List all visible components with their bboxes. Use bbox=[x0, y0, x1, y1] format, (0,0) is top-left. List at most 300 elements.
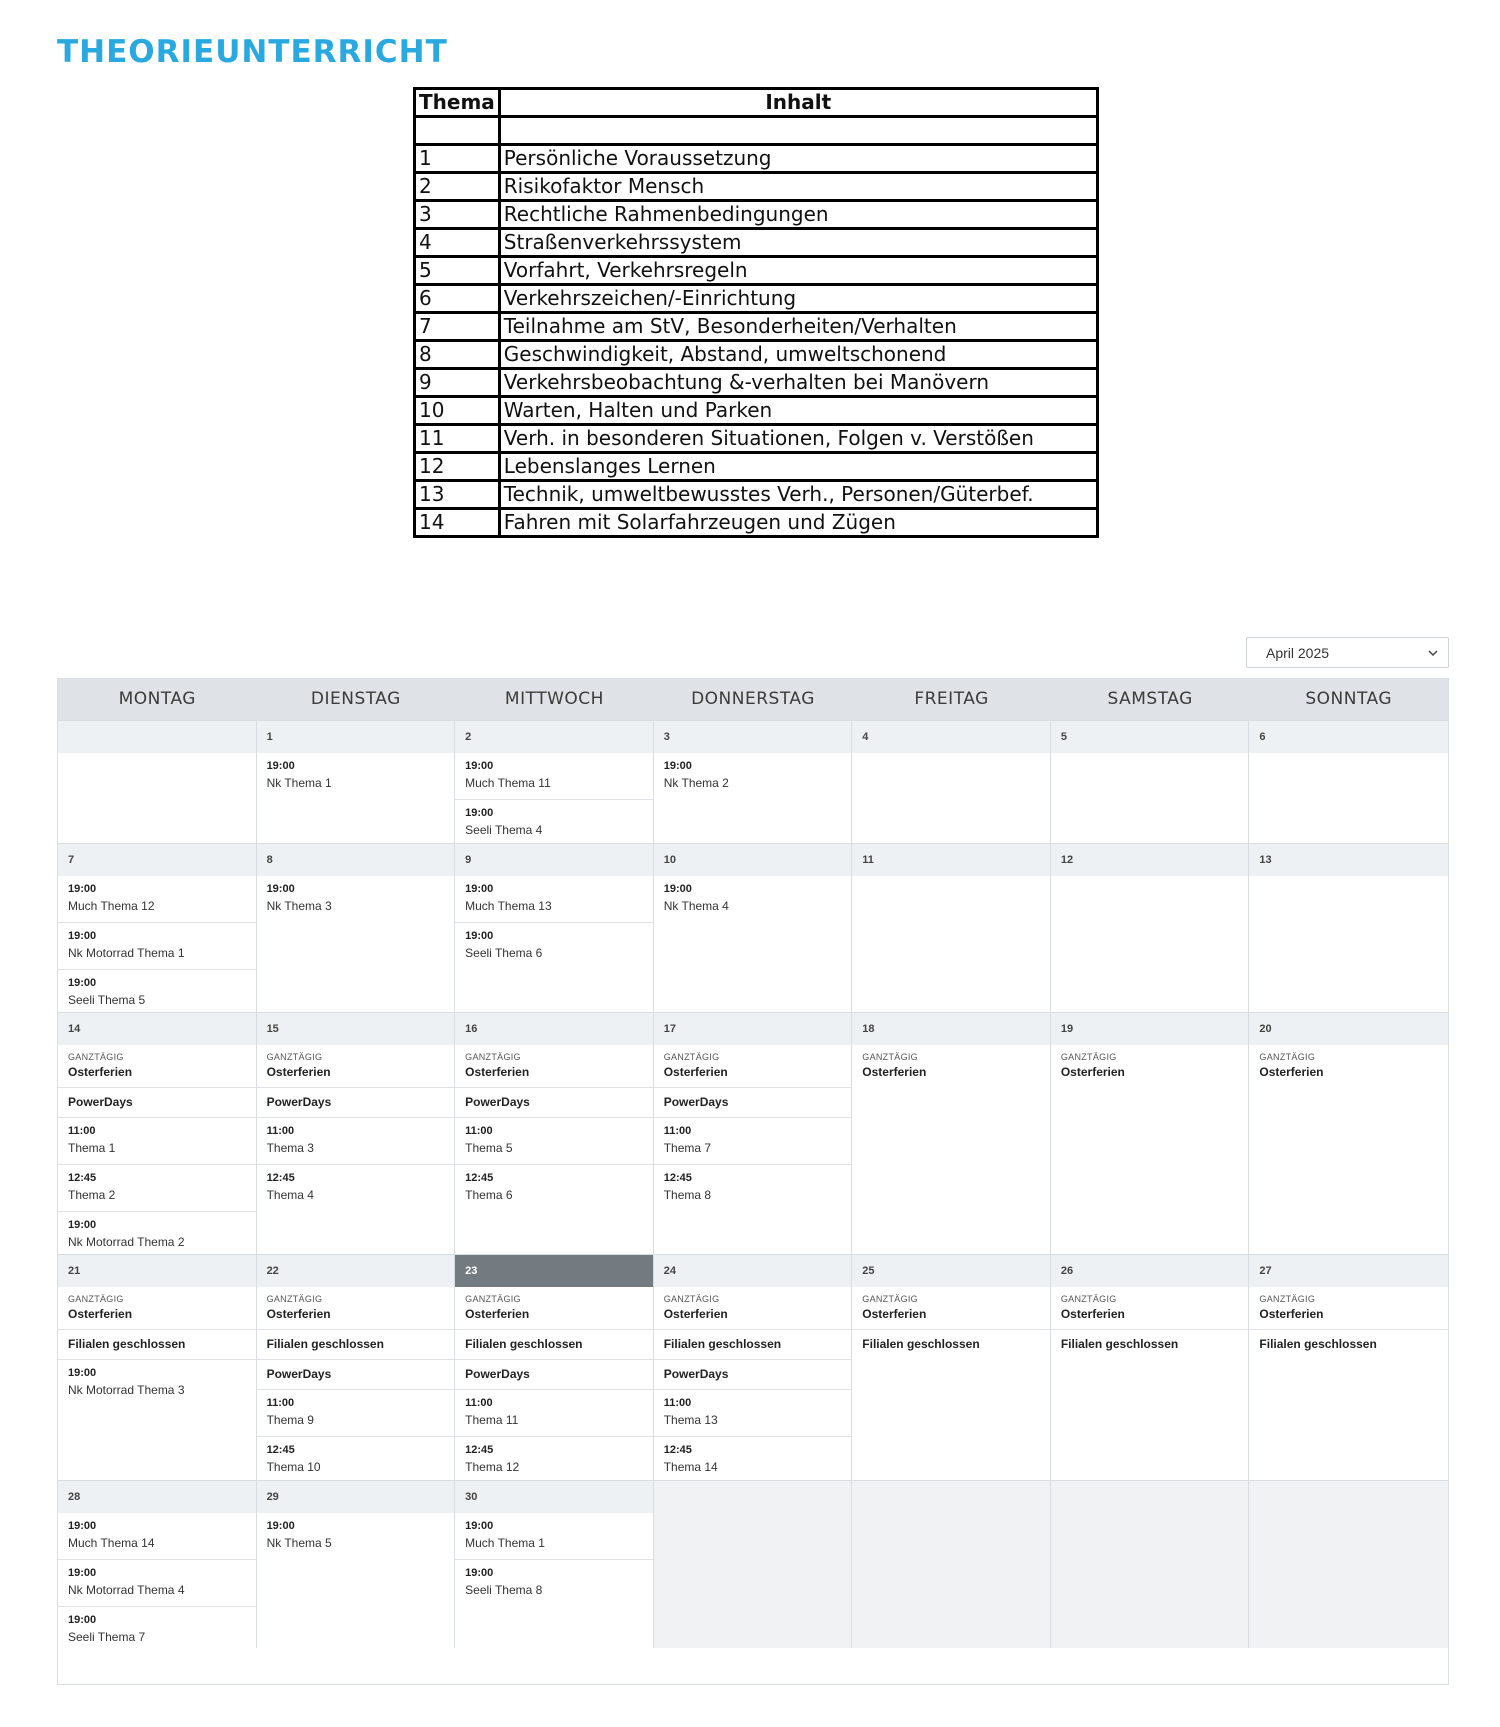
day-number: 22 bbox=[257, 1255, 455, 1287]
calendar-event[interactable] bbox=[58, 1212, 256, 1254]
all-day-label: GANZTÄGIG bbox=[1259, 1052, 1316, 1062]
calendar-event[interactable] bbox=[455, 1165, 653, 1211]
event-time: 11:00 bbox=[266, 1397, 295, 1409]
calendar-grid bbox=[58, 720, 1448, 1684]
column-header-inhalt: Inhalt bbox=[499, 89, 1097, 117]
calendar-event[interactable] bbox=[257, 1437, 455, 1480]
calendar-day[interactable] bbox=[654, 1012, 853, 1254]
event-title: Nk Motorrad Thema 2 bbox=[68, 1235, 185, 1249]
event-title: Seeli Thema 4 bbox=[465, 823, 543, 837]
calendar-event[interactable] bbox=[455, 1513, 653, 1560]
calendar-event[interactable] bbox=[455, 876, 653, 923]
calendar-day[interactable] bbox=[455, 1254, 654, 1480]
all-day-label: GANZTÄGIG bbox=[68, 1294, 124, 1304]
calendar-day[interactable] bbox=[1051, 1012, 1250, 1254]
event-name: Filialen geschlossen bbox=[68, 1337, 186, 1351]
event-name: Osterferien bbox=[68, 1065, 133, 1079]
calendar-event[interactable] bbox=[455, 1088, 653, 1118]
event-time: 19:00 bbox=[465, 1520, 494, 1532]
all-day-label: GANZTÄGIG bbox=[1060, 1052, 1117, 1062]
calendar-event[interactable] bbox=[58, 1330, 256, 1360]
event-time: 12:45 bbox=[266, 1172, 295, 1184]
topic-number: 7 bbox=[415, 313, 500, 341]
weekday-sunday: SONNTAG bbox=[1305, 689, 1393, 709]
day-number: 6 bbox=[1249, 721, 1448, 753]
event-title: Thema 4 bbox=[266, 1188, 314, 1202]
all-day-label: GANZTÄGIG bbox=[1060, 1294, 1117, 1304]
calendar-event[interactable] bbox=[1249, 1330, 1448, 1359]
page-title: THEORIEUNTERRICHT bbox=[57, 34, 448, 70]
event-name: Filialen geschlossen bbox=[663, 1337, 782, 1351]
day-number: 17 bbox=[654, 1013, 852, 1045]
event-name: Osterferien bbox=[862, 1307, 927, 1321]
calendar-event[interactable] bbox=[1249, 1287, 1448, 1330]
calendar-day[interactable] bbox=[852, 720, 1051, 843]
calendar-event[interactable] bbox=[852, 1330, 1050, 1359]
calendar-event[interactable] bbox=[58, 970, 256, 1012]
table-row bbox=[415, 229, 1098, 257]
calendar-day[interactable] bbox=[852, 843, 1051, 1012]
topic-number: 12 bbox=[415, 453, 500, 481]
day-number: 11 bbox=[852, 844, 1050, 876]
calendar-event[interactable] bbox=[654, 1437, 852, 1480]
topics-table-body bbox=[415, 117, 1098, 537]
calendar-day[interactable] bbox=[1051, 720, 1250, 843]
event-time: 19:00 bbox=[663, 883, 692, 895]
calendar-event[interactable] bbox=[455, 1045, 653, 1088]
table-row bbox=[415, 117, 1098, 145]
calendar-week bbox=[58, 843, 1448, 1012]
event-time: 11:00 bbox=[663, 1397, 692, 1409]
event-time: 12:45 bbox=[465, 1172, 494, 1184]
calendar-day[interactable] bbox=[654, 720, 853, 843]
calendar-event[interactable] bbox=[58, 1287, 256, 1330]
calendar-event[interactable] bbox=[455, 1330, 653, 1360]
topic-content bbox=[499, 117, 1097, 145]
calendar-event[interactable] bbox=[58, 876, 256, 923]
topic-content: Rechtliche Rahmenbedingungen bbox=[499, 201, 1097, 229]
calendar-event[interactable] bbox=[654, 1045, 852, 1088]
calendar-day[interactable] bbox=[58, 1254, 257, 1480]
day-number: 5 bbox=[1051, 721, 1249, 753]
table-row bbox=[415, 509, 1098, 537]
event-name: Osterferien bbox=[465, 1307, 530, 1321]
event-title: Thema 12 bbox=[465, 1460, 520, 1474]
event-time: 19:00 bbox=[68, 1219, 97, 1231]
calendar-day[interactable] bbox=[1249, 1012, 1448, 1254]
calendar-event[interactable] bbox=[58, 923, 256, 970]
weekday-saturday: SAMSTAG bbox=[1107, 689, 1193, 709]
calendar-day[interactable] bbox=[654, 843, 853, 1012]
day-number: 7 bbox=[58, 844, 256, 876]
event-title: Thema 10 bbox=[266, 1460, 321, 1474]
event-time: 11:00 bbox=[465, 1125, 493, 1137]
calendar-day[interactable] bbox=[455, 1480, 654, 1648]
weekday-friday: FREITAG bbox=[914, 689, 989, 709]
event-name: Filialen geschlossen bbox=[1259, 1337, 1377, 1351]
month-select[interactable] bbox=[1246, 637, 1449, 668]
all-day-label: GANZTÄGIG bbox=[465, 1294, 521, 1304]
calendar-day[interactable] bbox=[1249, 720, 1448, 843]
table-header-row bbox=[415, 89, 1098, 117]
day-number: 19 bbox=[1051, 1013, 1249, 1045]
table-row bbox=[415, 453, 1098, 481]
table-row bbox=[415, 369, 1098, 397]
event-title: Thema 8 bbox=[663, 1188, 712, 1202]
event-name: PowerDays bbox=[68, 1095, 133, 1109]
calendar-event[interactable] bbox=[1051, 1287, 1249, 1330]
calendar-event[interactable] bbox=[257, 1330, 455, 1360]
day-number: 29 bbox=[257, 1481, 455, 1513]
all-day-label: GANZTÄGIG bbox=[266, 1294, 323, 1304]
all-day-label: GANZTÄGIG bbox=[68, 1052, 124, 1062]
event-time: 19:00 bbox=[68, 1367, 97, 1379]
topic-content: Straßenverkehrssystem bbox=[499, 229, 1097, 257]
calendar-day bbox=[852, 1480, 1051, 1648]
table-row bbox=[415, 285, 1098, 313]
event-time: 11:00 bbox=[68, 1125, 96, 1137]
weekday-monday: MONTAG bbox=[118, 689, 196, 709]
event-title: Thema 2 bbox=[68, 1188, 116, 1202]
event-name: Osterferien bbox=[1259, 1065, 1324, 1079]
event-time: 11:00 bbox=[266, 1125, 295, 1137]
event-time: 19:00 bbox=[68, 977, 97, 989]
event-time: 12:45 bbox=[663, 1172, 692, 1184]
calendar-day[interactable] bbox=[1249, 843, 1448, 1012]
day-number: 8 bbox=[257, 844, 455, 876]
event-name: Osterferien bbox=[862, 1065, 927, 1079]
calendar-event[interactable] bbox=[1249, 1045, 1448, 1087]
day-number: 18 bbox=[852, 1013, 1050, 1045]
all-day-label: GANZTÄGIG bbox=[1259, 1294, 1316, 1304]
calendar-day bbox=[1051, 1480, 1250, 1648]
day-number: 28 bbox=[58, 1481, 256, 1513]
event-title: Thema 13 bbox=[663, 1413, 718, 1427]
topic-number: 13 bbox=[415, 481, 500, 509]
event-time: 19:00 bbox=[465, 930, 494, 942]
day-number: 14 bbox=[58, 1013, 256, 1045]
event-name: Filialen geschlossen bbox=[465, 1337, 583, 1351]
calendar-day[interactable] bbox=[455, 720, 654, 843]
topic-number: 3 bbox=[415, 201, 500, 229]
calendar-event[interactable] bbox=[58, 1088, 256, 1118]
day-number: 9 bbox=[455, 844, 653, 876]
calendar-event[interactable] bbox=[257, 1045, 455, 1088]
event-title: Thema 7 bbox=[663, 1141, 712, 1155]
calendar-event[interactable] bbox=[455, 1437, 653, 1480]
calendar-day[interactable] bbox=[455, 1012, 654, 1254]
calendar-day[interactable] bbox=[1051, 1254, 1250, 1480]
day-number: 12 bbox=[1051, 844, 1249, 876]
table-row bbox=[415, 145, 1098, 173]
calendar-event[interactable] bbox=[852, 1287, 1050, 1330]
topic-number: 5 bbox=[415, 257, 500, 285]
calendar-event[interactable] bbox=[257, 1287, 455, 1330]
calendar-day[interactable] bbox=[257, 843, 456, 1012]
table-row bbox=[415, 397, 1098, 425]
day-number: 4 bbox=[852, 721, 1050, 753]
calendar-event[interactable] bbox=[1051, 1330, 1249, 1359]
day-number: 23 bbox=[455, 1255, 653, 1287]
event-time: 19:00 bbox=[68, 1567, 97, 1579]
event-time: 19:00 bbox=[68, 930, 97, 942]
calendar-event[interactable] bbox=[455, 1360, 653, 1390]
event-title: Nk Motorrad Thema 4 bbox=[68, 1583, 185, 1597]
calendar-event[interactable] bbox=[654, 1287, 852, 1330]
calendar-day[interactable] bbox=[1051, 843, 1250, 1012]
event-name: Filialen geschlossen bbox=[266, 1337, 384, 1351]
calendar-day[interactable] bbox=[58, 720, 257, 843]
event-time: 19:00 bbox=[68, 1520, 97, 1532]
calendar-day[interactable] bbox=[257, 720, 456, 843]
calendar-day[interactable] bbox=[58, 843, 257, 1012]
weekday-wednesday: MITTWOCH bbox=[504, 689, 604, 709]
calendar-event[interactable] bbox=[58, 1560, 256, 1607]
calendar-event[interactable] bbox=[455, 800, 653, 843]
calendar-day[interactable] bbox=[58, 1480, 257, 1648]
calendar-event[interactable] bbox=[654, 1118, 852, 1165]
event-name: PowerDays bbox=[465, 1095, 530, 1109]
event-title: Nk Thema 2 bbox=[663, 776, 729, 790]
calendar-event[interactable] bbox=[654, 753, 852, 799]
calendar-event[interactable] bbox=[455, 753, 653, 800]
calendar-event[interactable] bbox=[455, 923, 653, 969]
event-time: 19:00 bbox=[663, 760, 692, 772]
table-row bbox=[415, 313, 1098, 341]
calendar-event[interactable] bbox=[257, 753, 455, 799]
event-title: Thema 14 bbox=[663, 1460, 718, 1474]
calendar-event[interactable] bbox=[257, 876, 455, 922]
calendar-event[interactable] bbox=[455, 1560, 653, 1606]
calendar-day bbox=[654, 1480, 853, 1648]
table-row bbox=[415, 341, 1098, 369]
topic-content: Lebenslanges Lernen bbox=[499, 453, 1097, 481]
event-title: Thema 3 bbox=[266, 1141, 314, 1155]
calendar-day[interactable] bbox=[654, 1254, 853, 1480]
all-day-label: GANZTÄGIG bbox=[465, 1052, 521, 1062]
event-time: 12:45 bbox=[68, 1172, 97, 1184]
event-name: Osterferien bbox=[663, 1307, 728, 1321]
event-title: Nk Thema 3 bbox=[266, 899, 332, 913]
event-title: Nk Thema 5 bbox=[266, 1536, 332, 1550]
calendar-day[interactable] bbox=[852, 1012, 1051, 1254]
event-name: Osterferien bbox=[1259, 1307, 1324, 1321]
calendar-event[interactable] bbox=[257, 1513, 455, 1559]
day-number: 30 bbox=[455, 1481, 653, 1513]
day-number: 1 bbox=[257, 721, 455, 753]
calendar bbox=[57, 678, 1449, 1685]
event-time: 19:00 bbox=[266, 883, 295, 895]
topic-content: Persönliche Voraussetzung bbox=[499, 145, 1097, 173]
event-time: 19:00 bbox=[465, 1567, 494, 1579]
table-row bbox=[415, 201, 1098, 229]
calendar-week bbox=[58, 1254, 1448, 1480]
calendar-event[interactable] bbox=[1051, 1045, 1249, 1087]
event-name: Osterferien bbox=[663, 1065, 728, 1079]
day-number: 24 bbox=[654, 1255, 852, 1287]
event-name: PowerDays bbox=[663, 1367, 729, 1381]
month-select-value: April 2025 bbox=[1266, 645, 1330, 661]
calendar-event[interactable] bbox=[654, 1165, 852, 1211]
weekday-thursday: DONNERSTAG bbox=[691, 689, 815, 709]
calendar-day[interactable] bbox=[1249, 1254, 1448, 1480]
day-number: 27 bbox=[1249, 1255, 1448, 1287]
calendar-day[interactable] bbox=[257, 1254, 456, 1480]
calendar-event[interactable] bbox=[455, 1118, 653, 1165]
topic-number: 9 bbox=[415, 369, 500, 397]
calendar-event[interactable] bbox=[257, 1118, 455, 1165]
topic-number: 2 bbox=[415, 173, 500, 201]
event-title: Seeli Thema 8 bbox=[465, 1583, 543, 1597]
calendar-event[interactable] bbox=[58, 1513, 256, 1560]
event-time: 19:00 bbox=[266, 1520, 295, 1532]
event-time: 12:45 bbox=[465, 1444, 494, 1456]
calendar-event[interactable] bbox=[654, 1360, 852, 1390]
event-time: 11:00 bbox=[465, 1397, 493, 1409]
day-number: 13 bbox=[1249, 844, 1448, 876]
calendar-week bbox=[58, 1480, 1448, 1648]
table-row bbox=[415, 425, 1098, 453]
event-title: Thema 6 bbox=[465, 1188, 513, 1202]
topic-number: 14 bbox=[415, 509, 500, 537]
calendar-event[interactable] bbox=[257, 1360, 455, 1390]
event-name: Osterferien bbox=[1060, 1307, 1125, 1321]
topic-number: 6 bbox=[415, 285, 500, 313]
day-number: 21 bbox=[58, 1255, 256, 1287]
calendar-day bbox=[1249, 1480, 1448, 1648]
event-name: Filialen geschlossen bbox=[1060, 1337, 1179, 1351]
topic-number bbox=[415, 117, 500, 145]
calendar-event[interactable] bbox=[58, 1165, 256, 1212]
table-row bbox=[415, 257, 1098, 285]
topic-content: Vorfahrt, Verkehrsregeln bbox=[499, 257, 1097, 285]
calendar-day[interactable] bbox=[852, 1254, 1051, 1480]
calendar-event[interactable] bbox=[654, 876, 852, 922]
calendar-weekday-header bbox=[58, 679, 1448, 720]
topic-content: Technik, umweltbewusstes Verh., Personen/Güterbef. bbox=[499, 481, 1097, 509]
event-name: Osterferien bbox=[266, 1307, 331, 1321]
event-title: Seeli Thema 6 bbox=[465, 946, 543, 960]
calendar-day[interactable] bbox=[58, 1012, 257, 1254]
weekday-tuesday: DIENSTAG bbox=[310, 689, 401, 709]
column-header-thema: Thema bbox=[415, 89, 500, 117]
topic-content: Teilnahme am StV, Besonderheiten/Verhalten bbox=[499, 313, 1097, 341]
calendar-event[interactable] bbox=[257, 1390, 455, 1437]
all-day-label: GANZTÄGIG bbox=[663, 1052, 720, 1062]
event-time: 19:00 bbox=[68, 883, 97, 895]
calendar-week bbox=[58, 720, 1448, 843]
topic-content: Geschwindigkeit, Abstand, umweltschonend bbox=[499, 341, 1097, 369]
topic-content: Verkehrsbeobachtung &-verhalten bei Manövern bbox=[499, 369, 1097, 397]
calendar-event[interactable] bbox=[654, 1330, 852, 1360]
event-title: Thema 1 bbox=[68, 1141, 116, 1155]
event-title: Seeli Thema 7 bbox=[68, 1630, 146, 1644]
day-number bbox=[58, 721, 256, 753]
calendar-week bbox=[58, 1012, 1448, 1254]
event-time: 19:00 bbox=[68, 1614, 97, 1626]
topic-content: Warten, Halten und Parken bbox=[499, 397, 1097, 425]
calendar-event[interactable] bbox=[257, 1165, 455, 1211]
calendar-event[interactable] bbox=[654, 1088, 852, 1118]
chevron-down-icon bbox=[1427, 647, 1439, 659]
topic-number: 8 bbox=[415, 341, 500, 369]
day-number: 2 bbox=[455, 721, 653, 753]
event-name: PowerDays bbox=[266, 1095, 332, 1109]
event-name: Osterferien bbox=[1060, 1065, 1125, 1079]
event-name: Filialen geschlossen bbox=[862, 1337, 980, 1351]
event-title: Thema 11 bbox=[465, 1413, 519, 1427]
topic-content: Verh. in besonderen Situationen, Folgen v. Verstößen bbox=[499, 425, 1097, 453]
event-time: 19:00 bbox=[266, 760, 295, 772]
calendar-event[interactable] bbox=[257, 1088, 455, 1118]
event-name: Osterferien bbox=[465, 1065, 530, 1079]
calendar-event[interactable] bbox=[58, 1360, 256, 1406]
event-title: Nk Thema 4 bbox=[663, 899, 729, 913]
day-number: 20 bbox=[1249, 1013, 1448, 1045]
topic-content: Fahren mit Solarfahrzeugen und Zügen bbox=[499, 509, 1097, 537]
table-row bbox=[415, 481, 1098, 509]
calendar-event[interactable] bbox=[455, 1287, 653, 1330]
event-title: Nk Thema 1 bbox=[266, 776, 332, 790]
calendar-event[interactable] bbox=[58, 1045, 256, 1088]
calendar-day[interactable] bbox=[455, 843, 654, 1012]
event-name: PowerDays bbox=[266, 1367, 332, 1381]
event-title: Seeli Thema 5 bbox=[68, 993, 146, 1007]
calendar-event[interactable] bbox=[654, 1390, 852, 1437]
event-title: Much Thema 14 bbox=[68, 1536, 155, 1550]
event-time: 19:00 bbox=[465, 760, 494, 772]
event-name: Osterferien bbox=[266, 1065, 331, 1079]
topic-content: Risikofaktor Mensch bbox=[499, 173, 1097, 201]
event-title: Nk Motorrad Thema 1 bbox=[68, 946, 185, 960]
topic-content: Verkehrszeichen/-Einrichtung bbox=[499, 285, 1097, 313]
calendar-day[interactable] bbox=[257, 1012, 456, 1254]
event-title: Much Thema 1 bbox=[465, 1536, 545, 1550]
all-day-label: GANZTÄGIG bbox=[663, 1294, 720, 1304]
calendar-event[interactable] bbox=[58, 1118, 256, 1165]
event-title: Thema 9 bbox=[266, 1413, 314, 1427]
event-title: Much Thema 12 bbox=[68, 899, 155, 913]
calendar-event[interactable] bbox=[852, 1045, 1050, 1087]
all-day-label: GANZTÄGIG bbox=[266, 1052, 323, 1062]
all-day-label: GANZTÄGIG bbox=[862, 1052, 918, 1062]
all-day-label: GANZTÄGIG bbox=[862, 1294, 918, 1304]
table-row bbox=[415, 173, 1098, 201]
event-title: Much Thema 11 bbox=[465, 776, 551, 790]
event-title: Thema 5 bbox=[465, 1141, 513, 1155]
calendar-event[interactable] bbox=[58, 1607, 256, 1648]
event-time: 19:00 bbox=[465, 807, 494, 819]
event-name: PowerDays bbox=[465, 1367, 530, 1381]
day-number: 25 bbox=[852, 1255, 1050, 1287]
event-time: 11:00 bbox=[663, 1125, 692, 1137]
event-time: 12:45 bbox=[663, 1444, 692, 1456]
event-time: 12:45 bbox=[266, 1444, 295, 1456]
event-time: 19:00 bbox=[465, 883, 494, 895]
topic-number: 11 bbox=[415, 425, 500, 453]
event-name: PowerDays bbox=[663, 1095, 729, 1109]
topic-number: 10 bbox=[415, 397, 500, 425]
topic-number: 1 bbox=[415, 145, 500, 173]
day-number: 15 bbox=[257, 1013, 455, 1045]
topics-table bbox=[413, 87, 1099, 538]
day-number: 10 bbox=[654, 844, 852, 876]
calendar-day[interactable] bbox=[257, 1480, 456, 1648]
day-number: 3 bbox=[654, 721, 852, 753]
calendar-event[interactable] bbox=[455, 1390, 653, 1437]
event-title: Nk Motorrad Thema 3 bbox=[68, 1383, 185, 1397]
event-name: Osterferien bbox=[68, 1307, 133, 1321]
